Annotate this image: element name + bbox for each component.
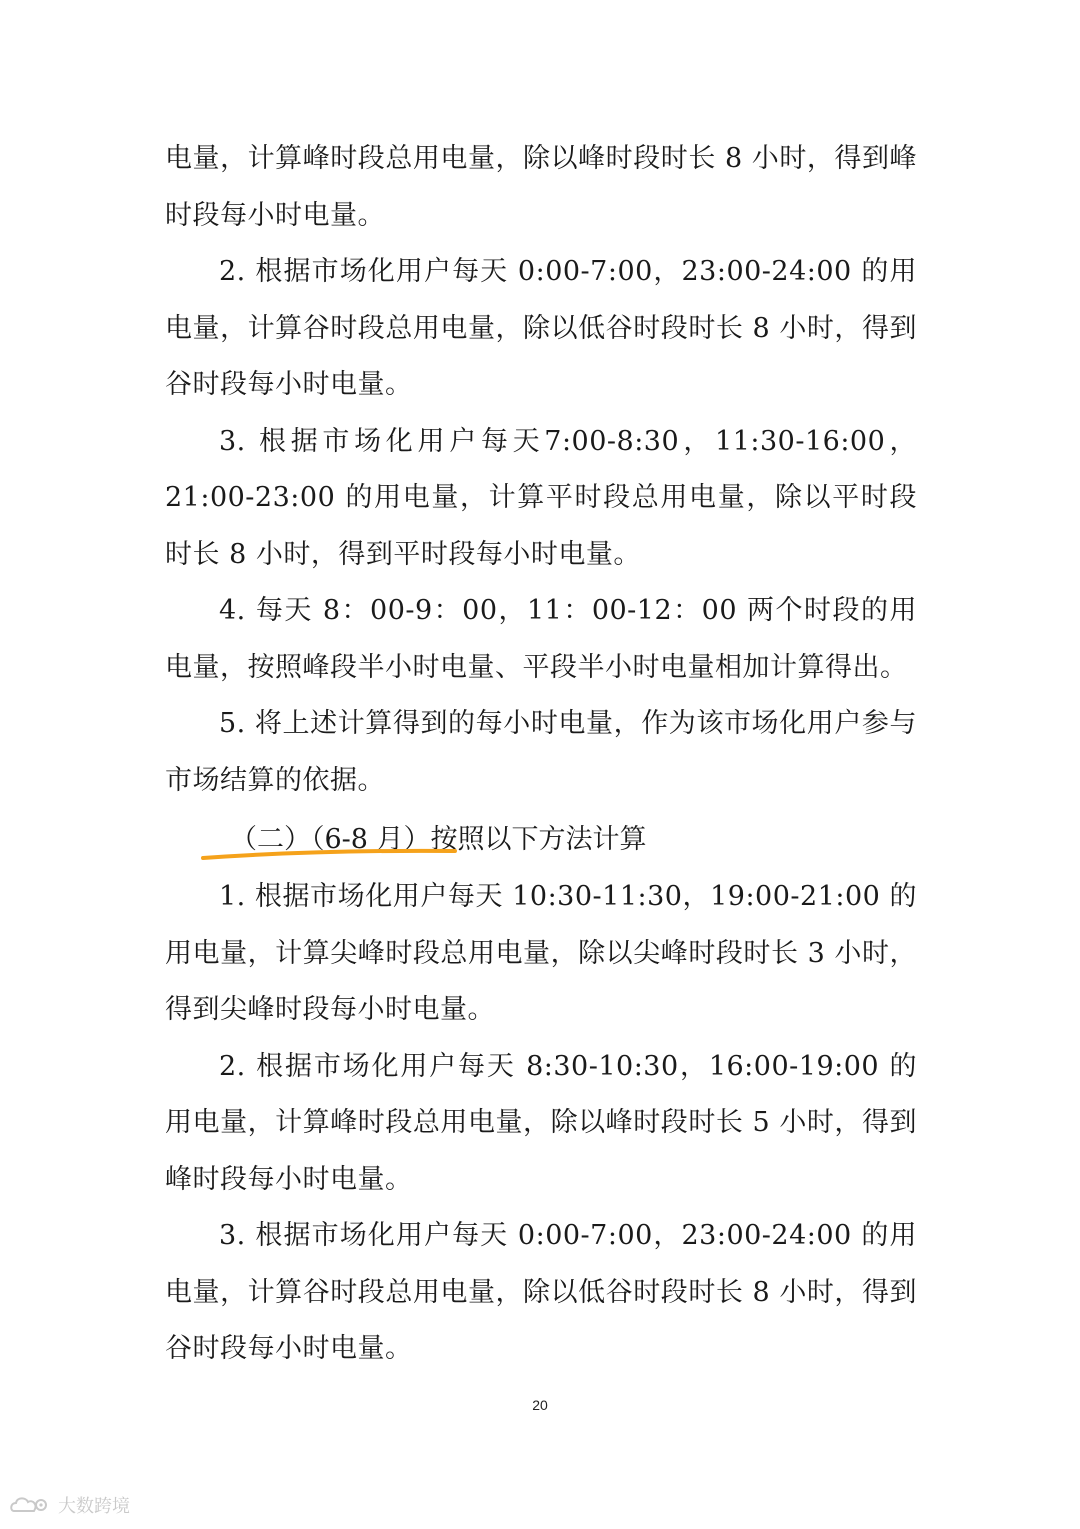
list-item-2: 2. 根据市场化用户每天 0:00-7:00，23:00-24:00 的用电量，计算谷时段总用电量，除以低谷时段时长 8 小时，得到谷时段每小时电量。: [165, 256, 917, 400]
list-item-4: 4. 每天 8：00-9：00，11：00-12：00 两个时段的用电量，按照峰段半小时电量、平段半小时电量相加计算得出。: [165, 595, 917, 683]
watermark: [8, 1492, 130, 1518]
list-item-3: 3. 根据市场化用户每天7:00-8:30，11:30-16:00，21:00-23:00 的用电量，计算平时段总用电量，除以平时段时长 8 小时，得到平时段每小时电量。: [165, 425, 917, 570]
list-item-3: 3. 根据市场化用户每天 0:00-7:00，23:00-24:00 的用电量，计算谷时段总用电量，除以低谷时段时长 8 小时，得到谷时段每小时电量。: [165, 1220, 917, 1364]
cloud-logo-icon: [8, 1493, 52, 1517]
text-block-top: [165, 131, 917, 809]
list-item-5: 5. 将上述计算得到的每小时电量，作为该市场化用户参与市场结算的依据。: [165, 708, 917, 796]
page-number: 20: [532, 1397, 548, 1413]
section-heading: （二）（6-8 月）按照以下方法计算: [230, 824, 647, 855]
watermark-text: 大数跨境: [58, 1496, 130, 1517]
list-item-2: 2. 根据市场化用户每天 8:30-10:30，16:00-19:00 的用电量，计算峰时段总用电量，除以峰时段时长 5 小时，得到峰时段每小时电量。: [165, 1050, 917, 1195]
text-block-bottom: [165, 869, 917, 1378]
paragraph-continuation: 电量，计算峰时段总用电量，除以峰时段时长 8 小时，得到峰时段每小时电量。: [165, 143, 917, 231]
list-item-1: 1. 根据市场化用户每天 10:30-11:30，19:00-21:00 的用电量，计算尖峰时段总用电量，除以尖峰时段时长 3 小时，得到尖峰时段每小时电量。: [165, 881, 917, 1025]
